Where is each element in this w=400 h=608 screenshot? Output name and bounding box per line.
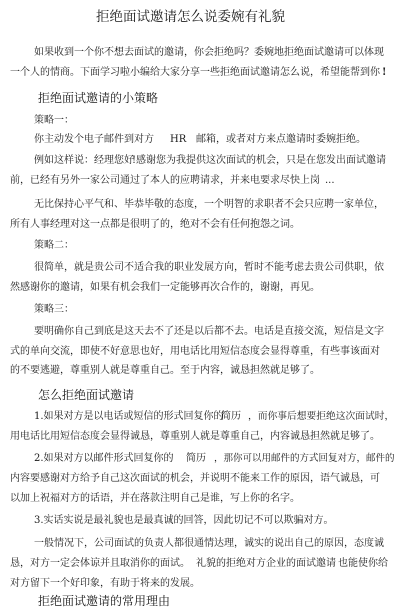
paragraph-line: 然感谢你的邀请，如果有机会我们一定能够再次合作的，谢谢，再见。 <box>10 282 320 293</box>
paragraph-line: 一般情况下，公司面试的负责人都很通情达理，诚实的说出自己的原因，态度诚 <box>34 538 384 549</box>
paragraph-line: 礼貌的拒绝对方企业的面试邀请 <box>196 558 336 569</box>
paragraph-line: 无比保持心平气和、毕恭毕敬的态度，一个明智的求职者不会只应聘一家单位， <box>34 199 384 210</box>
paragraph-line: 简历 <box>186 453 206 464</box>
paragraph-line: 式的单向交流，即使不好意思也好，用电话比用短信态度会显得尊重，有些事该面对 <box>10 346 380 357</box>
section-heading: 拒绝面试邀请的小策略 <box>38 91 159 105</box>
paragraph-line: 简历 <box>221 411 241 422</box>
paragraph-line: HR <box>170 134 187 145</box>
paragraph-line: 对方留下一个好印象，有助于将来的发展。 <box>10 578 200 589</box>
paragraph-line: 例如这样说：经理您好 <box>34 155 134 166</box>
paragraph-line: 如果收到一个你不想去面试的邀请，你会拒绝吗？委婉地拒绝面试邀请可以体现 <box>34 47 384 58</box>
paragraph-line: ，而你事后想要拒绝这次面试时， <box>248 411 395 422</box>
paragraph-line: 用电话比用短信态度会显得诚恳，尊重别人就是尊重自己，内容诚恳担然就足够了。 <box>10 431 380 442</box>
paragraph-line: 你主动发个电子邮件到对方 <box>34 134 154 145</box>
paragraph-line: 一个人的情商。下面学习啦小编给大家分享一些拒绝面试邀请怎么说，希望能帮到你 <box>10 67 380 78</box>
section-heading: 拒绝面试邀请的常用理由 <box>38 594 171 608</box>
paragraph-line: ，那你可以用邮件的方式回复对方，邮件的 <box>214 453 395 464</box>
paragraph-line: 前，已经有另外一家公司通过了本人的应聘请求，并来电要求尽快上岗 <box>10 175 320 186</box>
paragraph-line: 策略三： <box>34 304 74 315</box>
paragraph-line: 1.如果对方是以电话或短信的形式回复你的 <box>34 411 224 422</box>
section-heading: 怎么拒绝面试邀请 <box>38 388 135 402</box>
paragraph-line: ! <box>382 67 387 78</box>
paragraph-line: 策略二： <box>34 240 74 251</box>
paragraph-line: 恳，对方一定会体谅并且取消你的面试。 <box>10 558 190 569</box>
paragraph-line: 3.实话实说是最礼貌也是最真诚的回答，因此切记不可以欺骗对方。 <box>34 515 334 526</box>
paragraph-line: 以加上祝福对方的话语，并在落款注明自己是谁，写上你的名字。 <box>10 493 300 504</box>
paragraph-line: 2.如果对方以邮件形式回复你的 <box>34 453 174 464</box>
paragraph-line: 邮箱，或者对方来点邀请时委婉拒绝。 <box>196 134 366 145</box>
paragraph-line: 策略一： <box>34 115 74 126</box>
paragraph-line: 内容要感谢对方给予自己这次面试的机会，并说明不能来工作的原因，语气诚恳，可 <box>10 473 380 484</box>
paragraph-line: 很简单，就是贵公司不适合我的职业发展方向，暂时不能考虑去贵公司供职，依 <box>34 262 384 273</box>
paragraph-line: 所有人事经理对这一点都是很明了的，绝对不会有任何抱怨之词。 <box>10 219 300 230</box>
paragraph-line: !感谢您为我提供这次面试的机会，只是在您发出面试邀请 <box>132 155 387 166</box>
paragraph-line: 也能使你给 <box>338 558 388 569</box>
paragraph-line: 要明确你自己到底是这天去不了还是以后都不去。电话是直接交流，短信是文字 <box>34 326 384 337</box>
page-title: 拒绝面试邀请怎么说委婉有礼貌 <box>96 9 285 25</box>
paragraph-line: ... <box>325 175 335 186</box>
paragraph-line: 的不要逃避，尊重别人就是尊重自己。至于内容，诚恳担然就足够了。 <box>10 365 320 376</box>
